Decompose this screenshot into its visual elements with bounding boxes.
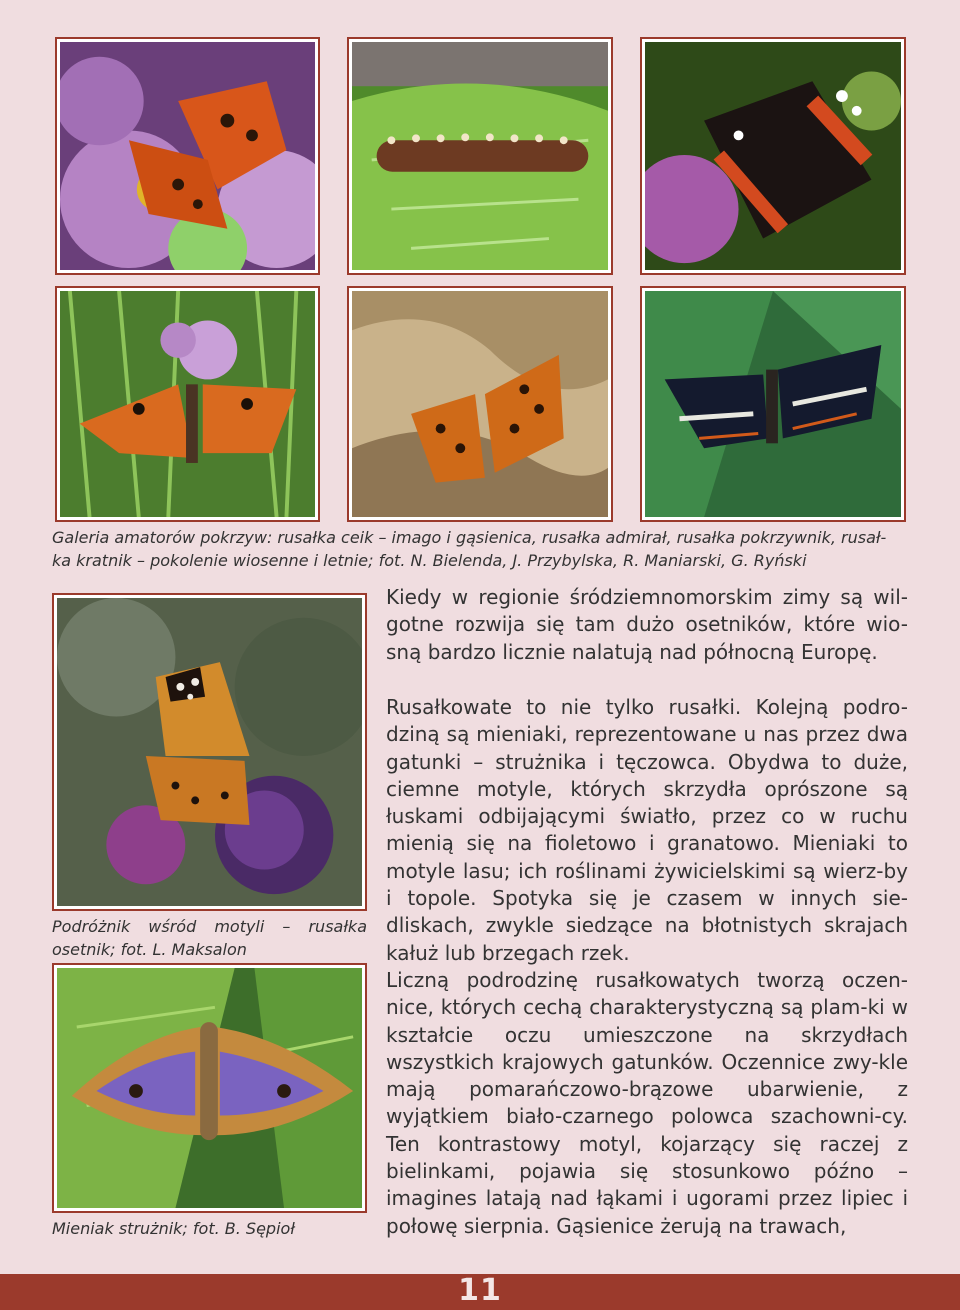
page-number: 11 [458, 1273, 502, 1308]
photo-map-butterfly-spring [347, 286, 613, 522]
body-text [386, 694, 908, 1240]
paragraph-emperors: Rusałkowate to nie tylko rusałki. Kolejną podro-dziną są mieniaki, reprezentowane u nas przez dwa gatunki – strużnika i tęczowca. Obydwa to duże, ciemne motyle, których skrzydła oprószone są łuskami odbijającymi światło, przez co w ruchu mienią się na fioletowo i granatowo. Mieniaki to motyle lasu; ich roślinami żywicielskimi są wierz-by i topole. Spotyka się je czasem w innych sie-dliskach, zwykle siedzące na błotnistych skrajach kałuż lub brzegach rzek. [386, 695, 908, 965]
photo-painted-lady [52, 593, 367, 911]
paragraph-mediterranean: Kiedy w regionie śródziemnomorskim zimy są wil-gotne rozwija się tam dużo osetników, które wio-sną bardzo licznie nalatują nad północną Europę. [386, 585, 908, 664]
photo-red-admiral [640, 37, 906, 275]
painted-lady-caption: Podróżnik wśród motyli – rusałka osetnik; fot. L. Maksalon [52, 917, 367, 959]
photo-lesser-purple-emperor [52, 963, 367, 1213]
photo-comma-butterfly [55, 37, 320, 275]
purple-emperor-caption: Mieniak strużnik; fot. B. Sępioł [52, 1219, 295, 1238]
paragraph-browns: Liczną podrodzinę rusałkowatych tworzą oczen-nice, których cechą charakterystyczną są plam-ki w kształcie oczu umieszczone na skrzydłach wszystkich krajowych gatunków. Oczennice zwy-kle mają pomarańczowo-brązowe ubarwienie, z wyjątkiem biało-czarnego polowca szachowni-cy. Ten kontrastowy motyl, kojarzący się raczej z bielinkami, pojawia się stosunkowo późno – imagines latają nad łąkami i ugorami przez lipiec i połowę sierpnia. Gąsienice żerują na trawach, [386, 967, 908, 1238]
photo-comma-caterpillar [347, 37, 613, 275]
intro-paragraph [386, 584, 908, 666]
gallery-caption-line-2: ka kratnik – pokolenie wiosenne i letnie; fot. N. Bielenda, J. Przybylska, R. Maniarski, G. Ryński [52, 551, 807, 570]
gallery-caption [52, 526, 912, 572]
photo-small-tortoiseshell [55, 286, 320, 522]
photo-map-butterfly-summer [640, 286, 906, 522]
gallery-caption-line-1: Galeria amatorów pokrzyw: rusałka ceik – imago i gąsienica, rusałka admirał, rusałka pokrzywnik, rusał- [52, 528, 887, 547]
